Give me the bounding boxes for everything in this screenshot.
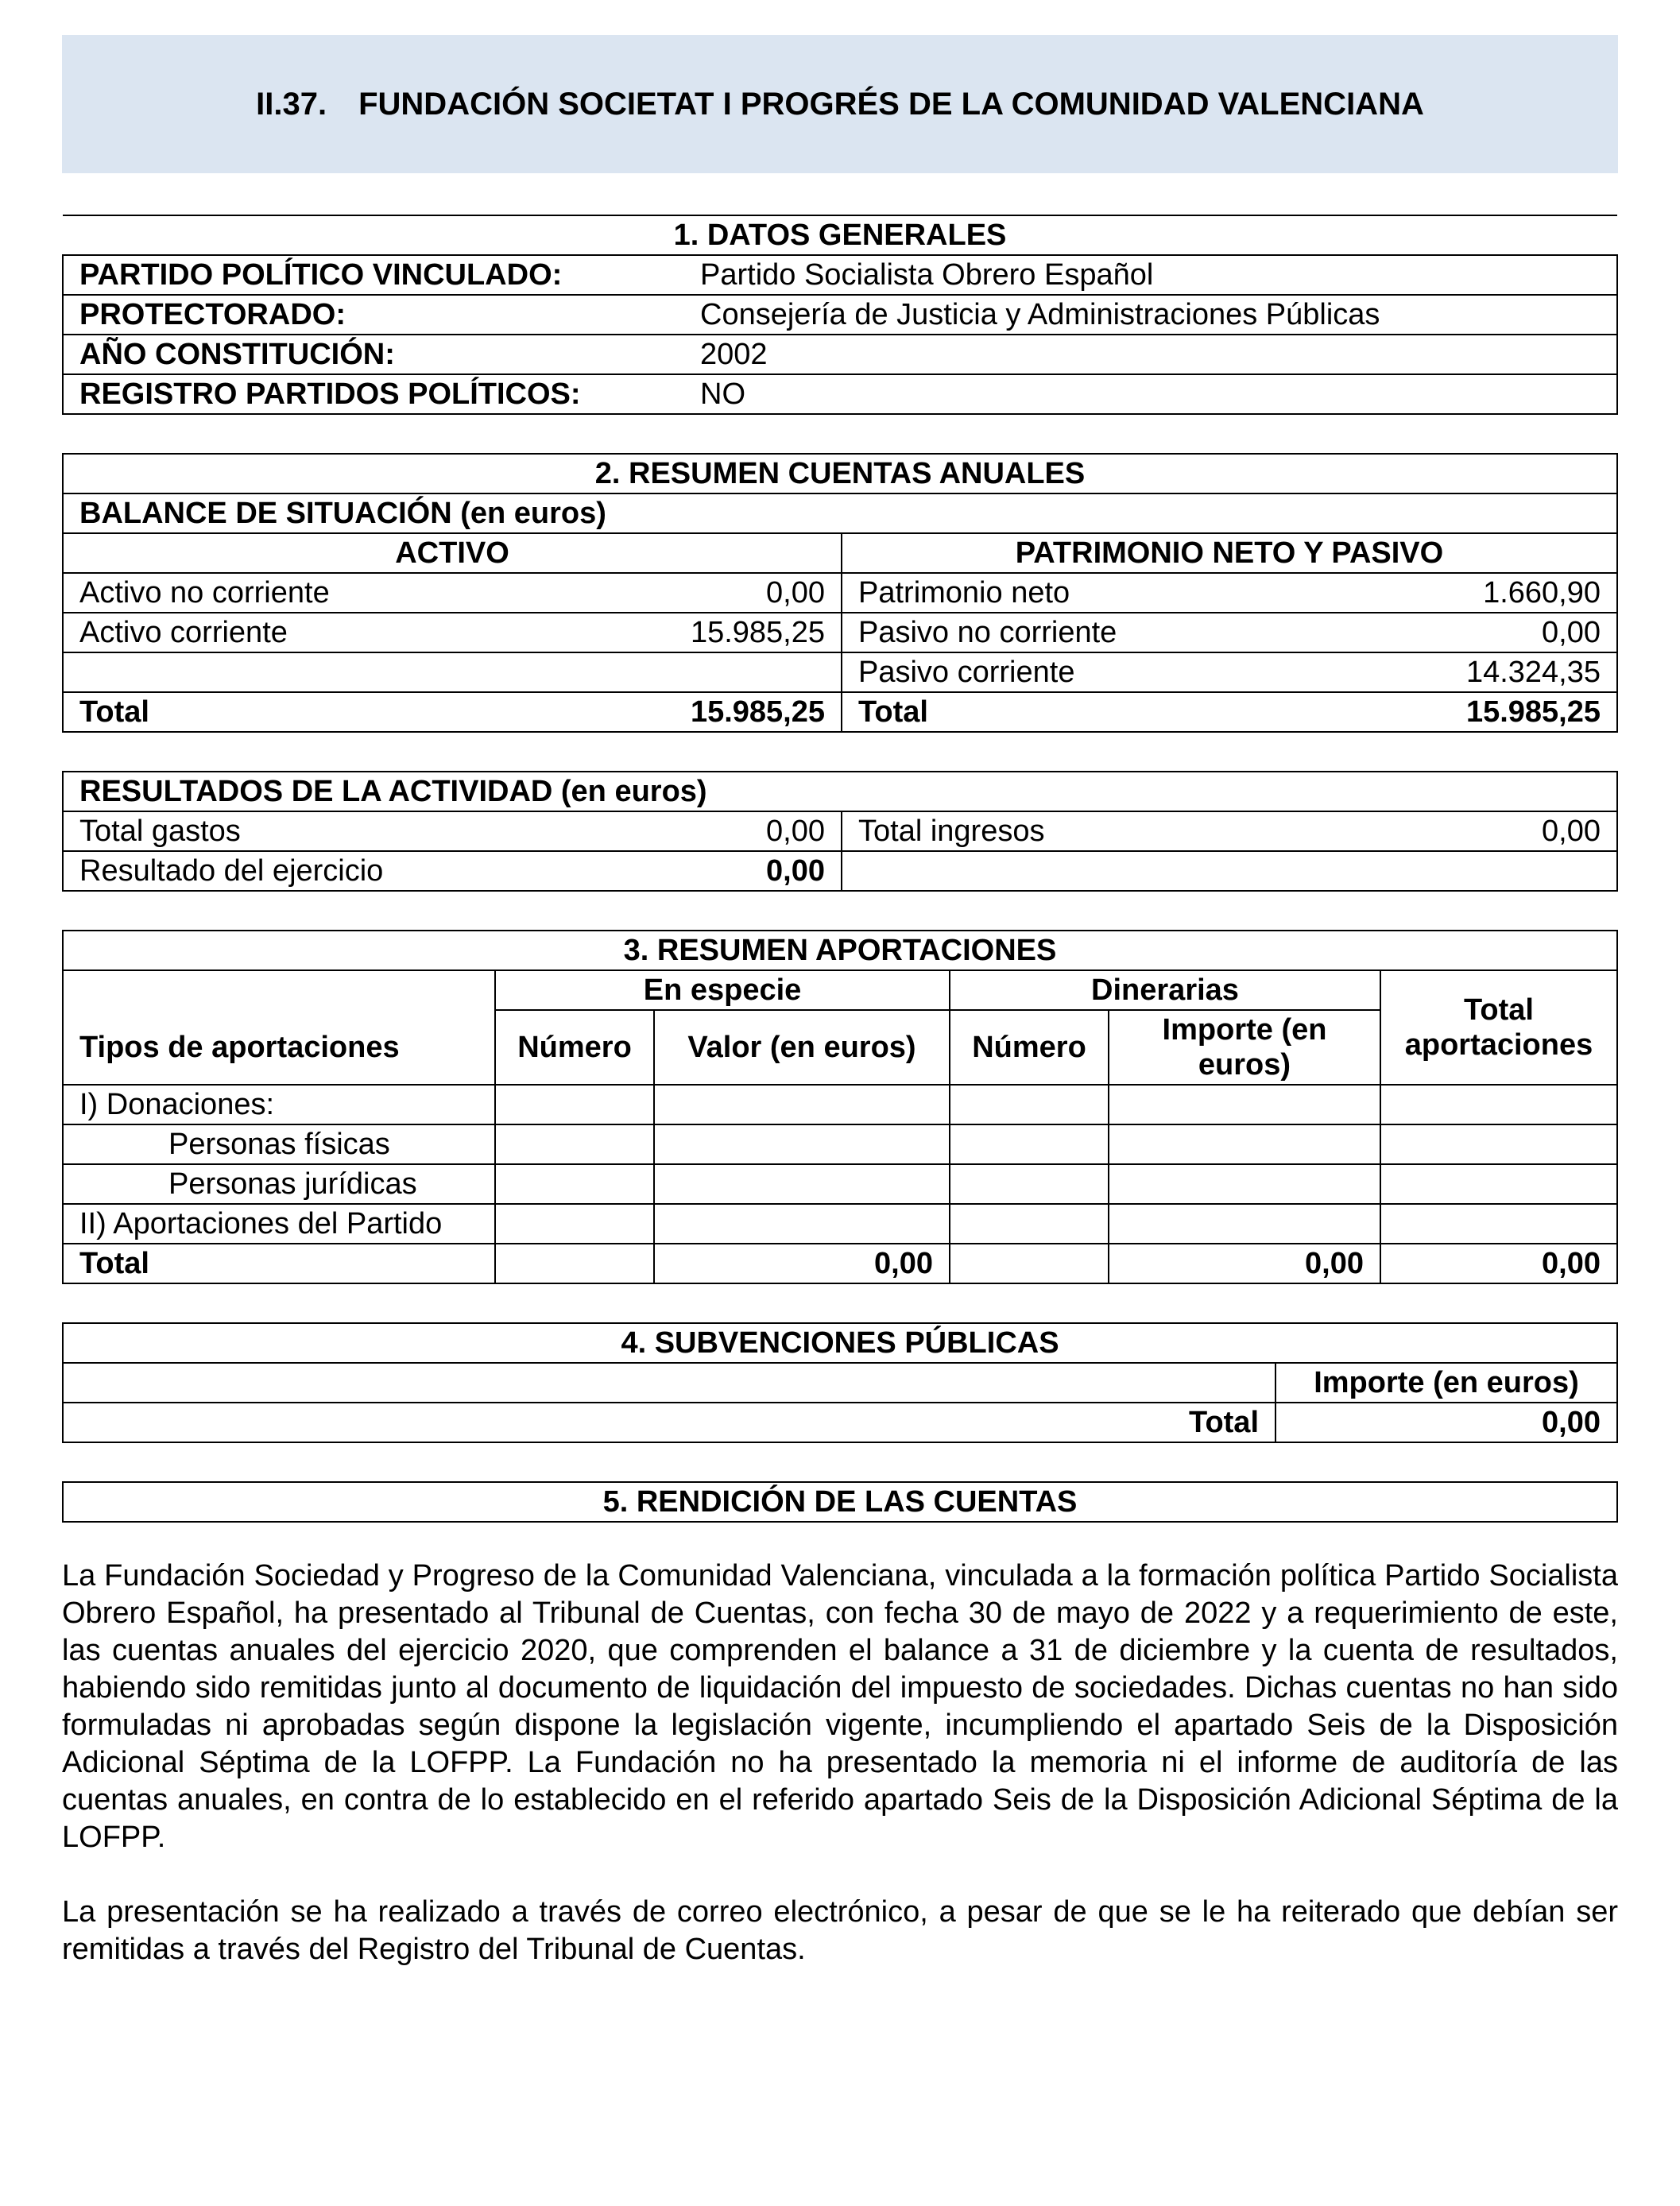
importe-header: Importe (en euros) <box>1109 1010 1380 1085</box>
section-number: II.37. <box>256 86 327 122</box>
partido-label: PARTIDO POLÍTICO VINCULADO: <box>63 255 684 295</box>
partido-value: Partido Socialista Obrero Español <box>684 255 1617 295</box>
pasivo-total-label: Total <box>842 692 1390 732</box>
gastos-value: 0,00 <box>611 811 842 851</box>
table-row <box>63 652 1617 692</box>
total-importe: 0,00 <box>1109 1244 1380 1283</box>
rendicion-paragraph-2: La presentación se ha realizado a través de correo electrónico, a pesar de que se le ha reiterado que debían ser remitidas a través del Registro del Tribunal de Cuentas. <box>62 1895 1618 1966</box>
anio-value: 2002 <box>684 335 1617 374</box>
row-label: Personas físicas <box>63 1124 495 1164</box>
table-row <box>63 1403 1617 1442</box>
table-row <box>63 692 1617 732</box>
activo-total-value: 15.985,25 <box>611 692 842 732</box>
pasivo-value: 14.324,35 <box>1390 652 1617 692</box>
empty-cell <box>63 970 495 1010</box>
pasivo-total-value: 15.985,25 <box>1390 692 1617 732</box>
subvenciones-table <box>62 1322 1618 1443</box>
activo-value: 0,00 <box>611 573 842 613</box>
valor-header: Valor (en euros) <box>654 1010 950 1085</box>
table-row <box>63 1124 1617 1164</box>
table-row <box>63 295 1617 335</box>
dinerarias-header: Dinerarias <box>950 970 1380 1010</box>
rendicion-heading: 5. RENDICIÓN DE LAS CUENTAS <box>63 1482 1617 1522</box>
ingresos-label: Total ingresos <box>842 811 1390 851</box>
activo-total-label: Total <box>63 692 611 732</box>
balance-heading: BALANCE DE SITUACIÓN (en euros) <box>63 493 1617 533</box>
protectorado-value: Consejería de Justicia y Administraciones Públicas <box>684 295 1617 335</box>
table-row <box>63 1164 1617 1204</box>
activo-label: Activo corriente <box>63 613 611 652</box>
aportaciones-heading: 3. RESUMEN APORTACIONES <box>63 931 1617 970</box>
registro-value: NO <box>684 374 1617 414</box>
activo-value <box>611 652 842 692</box>
aportaciones-total-label: Total <box>63 1244 495 1283</box>
en-especie-header: En especie <box>495 970 950 1010</box>
resultado-value: 0,00 <box>611 851 842 891</box>
subvenciones-heading: 4. SUBVENCIONES PÚBLICAS <box>63 1323 1617 1363</box>
rendicion-paragraph-1: La Fundación Sociedad y Progreso de la Comunidad Valenciana, vinculada a la formación política Partido Socialista Obrero Español, ha presentado al Tribunal de Cuentas, con fecha 30 de mayo de 2022 y a requerimiento de este, las cuentas anuales del ejercicio 2020, que comprenden el balance a 31 de diciembre y la cuenta de resultados, habiendo sido remitidas junto al documento de liquidación del impuesto de sociedades. Dichas cuentas no han sido formuladas ni aprobadas según dispone la legislación vigente, incumpliendo el apartado Seis de la Disposición Adicional Séptima de la LOFPP. La Fundación no ha presentado la memoria ni el informe de auditoría de las cuentas anuales, en contra de lo establecido en el referido apartado Seis de la Disposición Adicional Séptima de la LOFPP. <box>62 1559 1618 1854</box>
row-label: II) Aportaciones del Partido <box>63 1204 495 1244</box>
anio-label: AÑO CONSTITUCIÓN: <box>63 335 684 374</box>
pasivo-label: Pasivo no corriente <box>842 613 1390 652</box>
table-row <box>63 335 1617 374</box>
table-row <box>63 1085 1617 1124</box>
numero-especie-header: Número <box>495 1010 654 1085</box>
protectorado-label: PROTECTORADO: <box>63 295 684 335</box>
resultados-table <box>62 771 1618 892</box>
ingresos-value: 0,00 <box>1390 811 1617 851</box>
rendicion-table <box>62 1481 1618 1523</box>
pasivo-value: 0,00 <box>1390 613 1617 652</box>
table-row <box>63 573 1617 613</box>
gastos-label: Total gastos <box>63 811 611 851</box>
cuentas-heading: 2. RESUMEN CUENTAS ANUALES <box>63 454 1617 493</box>
total-valor: 0,00 <box>654 1244 950 1283</box>
activo-label: Activo no corriente <box>63 573 611 613</box>
empty-cell <box>842 851 1617 891</box>
total-aportaciones-header: Total aportaciones <box>1380 970 1617 1085</box>
table-row <box>63 374 1617 414</box>
subvenciones-total-value: 0,00 <box>1275 1403 1617 1442</box>
page-title: FUNDACIÓN SOCIETAT I PROGRÉS DE LA COMUNIDAD VALENCIANA <box>358 86 1424 122</box>
table-row <box>63 1244 1617 1283</box>
datos-generales-heading: 1. DATOS GENERALES <box>63 215 1617 255</box>
row-label: Personas jurídicas <box>63 1164 495 1204</box>
table-row <box>63 851 1617 891</box>
datos-generales-table <box>62 215 1618 415</box>
tipos-header: Tipos de aportaciones <box>63 1010 495 1085</box>
table-row <box>63 811 1617 851</box>
pasivo-heading: PATRIMONIO NETO Y PASIVO <box>842 533 1617 573</box>
aportaciones-table <box>62 930 1618 1284</box>
empty-cell <box>63 1363 1275 1403</box>
activo-value: 15.985,25 <box>611 613 842 652</box>
resultado-label: Resultado del ejercicio <box>63 851 611 891</box>
pasivo-value: 1.660,90 <box>1390 573 1617 613</box>
table-row <box>63 613 1617 652</box>
total-aportaciones: 0,00 <box>1380 1244 1617 1283</box>
report-title-band <box>62 35 1618 173</box>
cuentas-anuales-table <box>62 453 1618 733</box>
pasivo-label: Pasivo corriente <box>842 652 1390 692</box>
document-page <box>62 35 1618 2006</box>
activo-label <box>63 652 611 692</box>
pasivo-label: Patrimonio neto <box>842 573 1390 613</box>
activo-heading: ACTIVO <box>63 533 842 573</box>
importe-header: Importe (en euros) <box>1275 1363 1617 1403</box>
registro-label: REGISTRO PARTIDOS POLÍTICOS: <box>63 374 684 414</box>
row-label: I) Donaciones: <box>63 1085 495 1124</box>
table-row <box>63 255 1617 295</box>
resultados-heading: RESULTADOS DE LA ACTIVIDAD (en euros) <box>63 772 1617 811</box>
numero-dinerarias-header: Número <box>950 1010 1109 1085</box>
table-row <box>63 1204 1617 1244</box>
subvenciones-total-label: Total <box>63 1403 1275 1442</box>
